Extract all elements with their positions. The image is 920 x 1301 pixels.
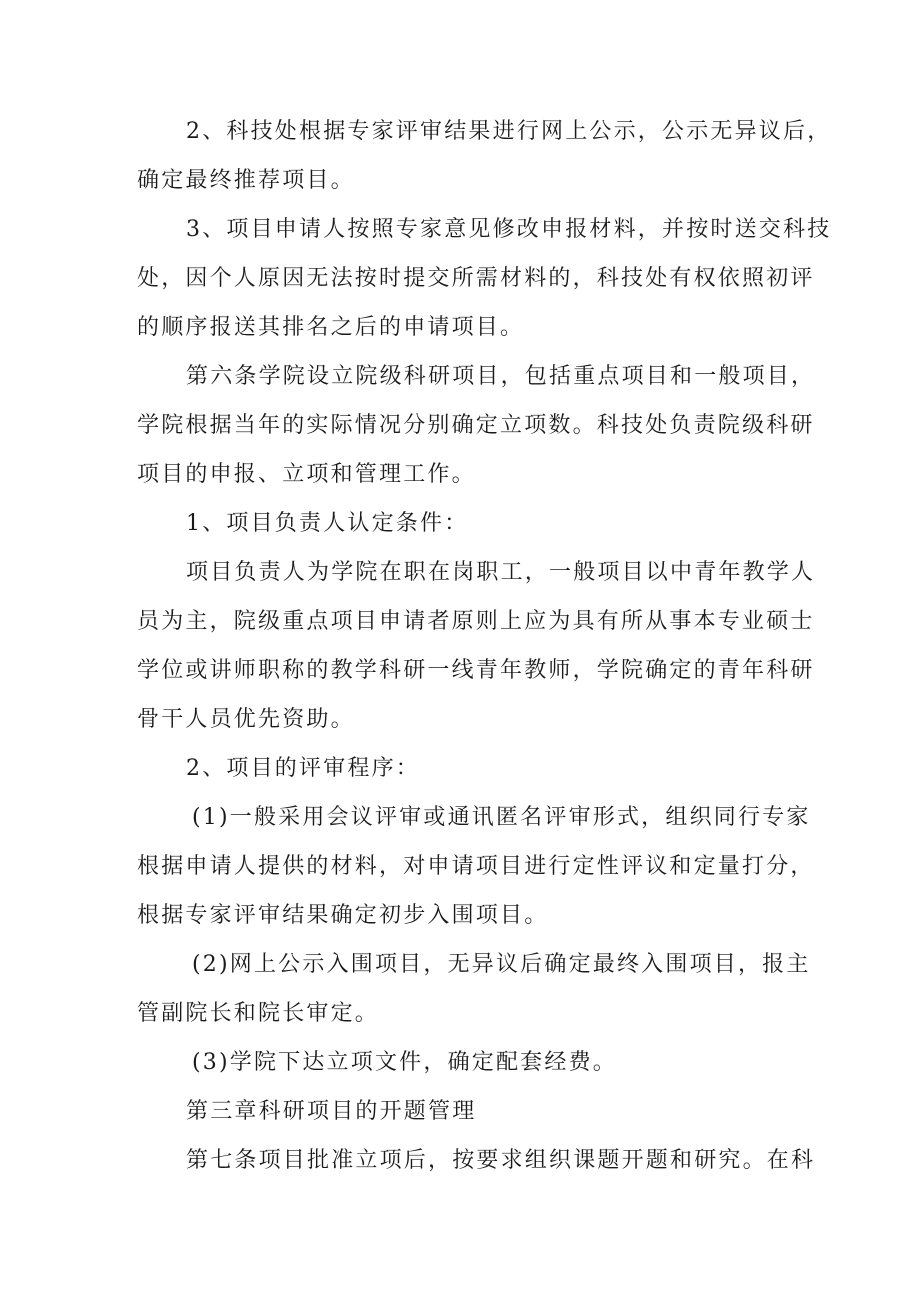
section-heading: 第三章科研项目的开题管理 [186, 1099, 477, 1124]
paragraph-line: 2、项目的评审程序： [186, 756, 420, 781]
paragraph-line: 项目的申报、立项和管理工作。 [137, 462, 476, 487]
paragraph-line: 根据申请人提供的材料，对申请项目进行定性评议和定量打分， [137, 854, 815, 879]
paragraph-line: 管副院长和院长审定。 [137, 1001, 380, 1026]
paragraph-line: 员为主，院级重点项目申请者原则上应为具有所从事本专业硕士 [137, 609, 815, 634]
paragraph-line: 学院根据当年的实际情况分别确定立项数。科技处负责院级科研 [137, 413, 815, 438]
paragraph-line: 2、科技处根据专家评审结果进行网上公示，公示无异议后， [186, 119, 832, 144]
paragraph-line: 处，因个人原因无法按时提交所需材料的，科技处有权依照初评 [137, 266, 815, 291]
paragraph-line: 确定最终推荐项目。 [137, 168, 355, 193]
paragraph-line: (1)一般采用会议评审或通讯匿名评审形式，组织同行专家 [192, 805, 811, 830]
paragraph-line: 3、项目申请人按照专家意见修改申报材料，并按时送交科技 [186, 217, 832, 242]
paragraph-line: 1、项目负责人认定条件： [186, 511, 469, 536]
paragraph-line: (3)学院下达立项文件，确定配套经费。 [192, 1050, 617, 1075]
paragraph-line: 学位或讲师职称的教学科研一线青年教师，学院确定的青年科研 [137, 658, 815, 683]
paragraph-line: 第六条学院设立院级科研项目，包括重点项目和一般项目， [186, 364, 816, 389]
paragraph-line: 根据专家评审结果确定初步入围项目。 [137, 903, 549, 928]
paragraph-line: 第七条项目批准立项后，按要求组织课题开题和研究。在科 [186, 1148, 816, 1173]
paragraph-line: 骨干人员优先资助。 [137, 707, 355, 732]
paragraph-line: 项目负责人为学院在职在岗职工，一般项目以中青年教学人 [186, 560, 816, 585]
paragraph-line: (2)网上公示入围项目，无异议后确定最终入围项目，报主 [192, 952, 811, 977]
paragraph-line: 的顺序报送其排名之后的申请项目。 [137, 315, 525, 340]
